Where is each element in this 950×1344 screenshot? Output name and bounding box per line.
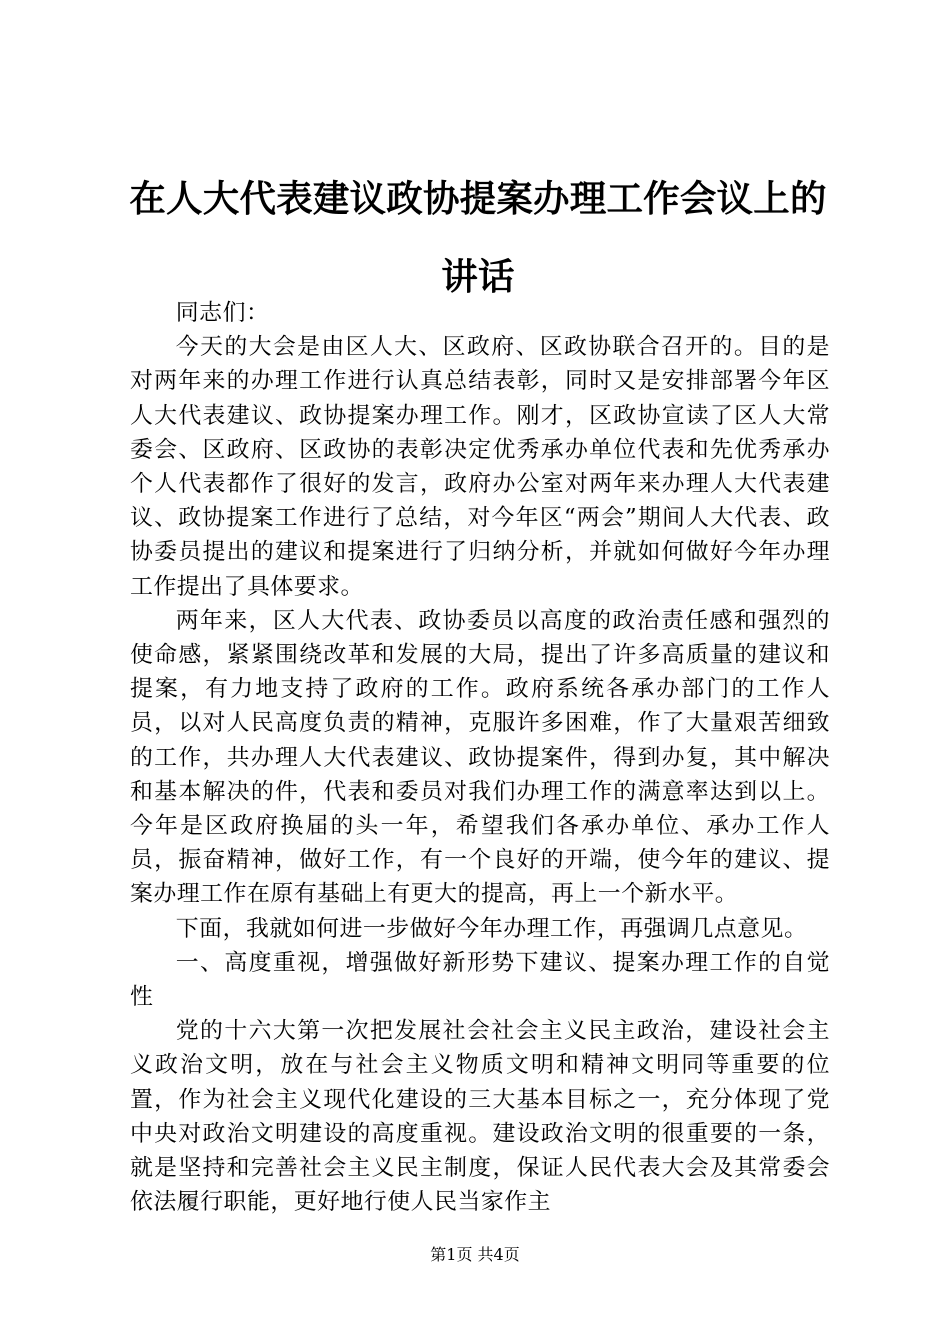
- document-body: [130, 296, 830, 1219]
- body-paragraph: 下面，我就如何进一步做好今年办理工作，再强调几点意见。: [175, 915, 808, 942]
- page-footer: 第1页 共4页: [430, 1245, 520, 1264]
- page-title: 在人大代表建议政协提案办理工作会议上的讲话: [129, 177, 827, 298]
- body-paragraph: 党的十六大第一次把发展社会社会主义民主政治，建设社会主义政治文明，放在与社会主义物质文明和精神文明同等重要的位置，作为社会主义现代化建设的三大基本目标之一，充分体现了党中央对政治文明建设的高度重视。建设政治文明的很重要的一条，就是坚持和完善社会主义民主制度，保证人民代表大会及其常委会依法履行职能，更好地行使人民当家作主: [130, 1018, 830, 1216]
- section-heading: 一、高度重视，增强做好新形势下建议、提案办理工作的自觉性: [130, 949, 830, 1011]
- body-paragraph: 两年来，区人大代表、政协委员以高度的政治责任感和强烈的使命感，紧紧围绕改革和发展的大局，提出了许多高质量的建议和提案，有力地支持了政府的工作。政府系统各承办部门的工作人员，以对人民高度负责的精神，克服许多困难，作了大量艰苦细致的工作，共办理人大代表建议、政协提案件，得到办复，其中解决和基本解决的件，代表和委员对我们办理工作的满意率达到以上。今年是区政府换届的头一年，希望我们各承办单位、承办工作人员，振奋精神，做好工作，有一个良好的开端，使今年的建议、提案办理工作在原有基础上有更大的提高，再上一个新水平。: [130, 607, 830, 908]
- salutation-paragraph: 同志们：: [175, 300, 270, 326]
- body-paragraph: 今天的大会是由区人大、区政府、区政协联合召开的。目的是对两年来的办理工作进行认真总结表彰，同时又是安排部署今年区人大代表建议、政协提案办理工作。刚才，区政协宣读了区人大常委会、区政府、区政协的表彰决定优秀承办单位代表和先优秀承办个人代表都作了很好的发言，政府办公室对两年来办理人大代表建议、政协提案工作进行了总结，对今年区“两会”期间人大代表、政协委员提出的建议和提案进行了归纳分析，并就如何做好今年办理工作提出了具体要求。: [130, 334, 830, 600]
